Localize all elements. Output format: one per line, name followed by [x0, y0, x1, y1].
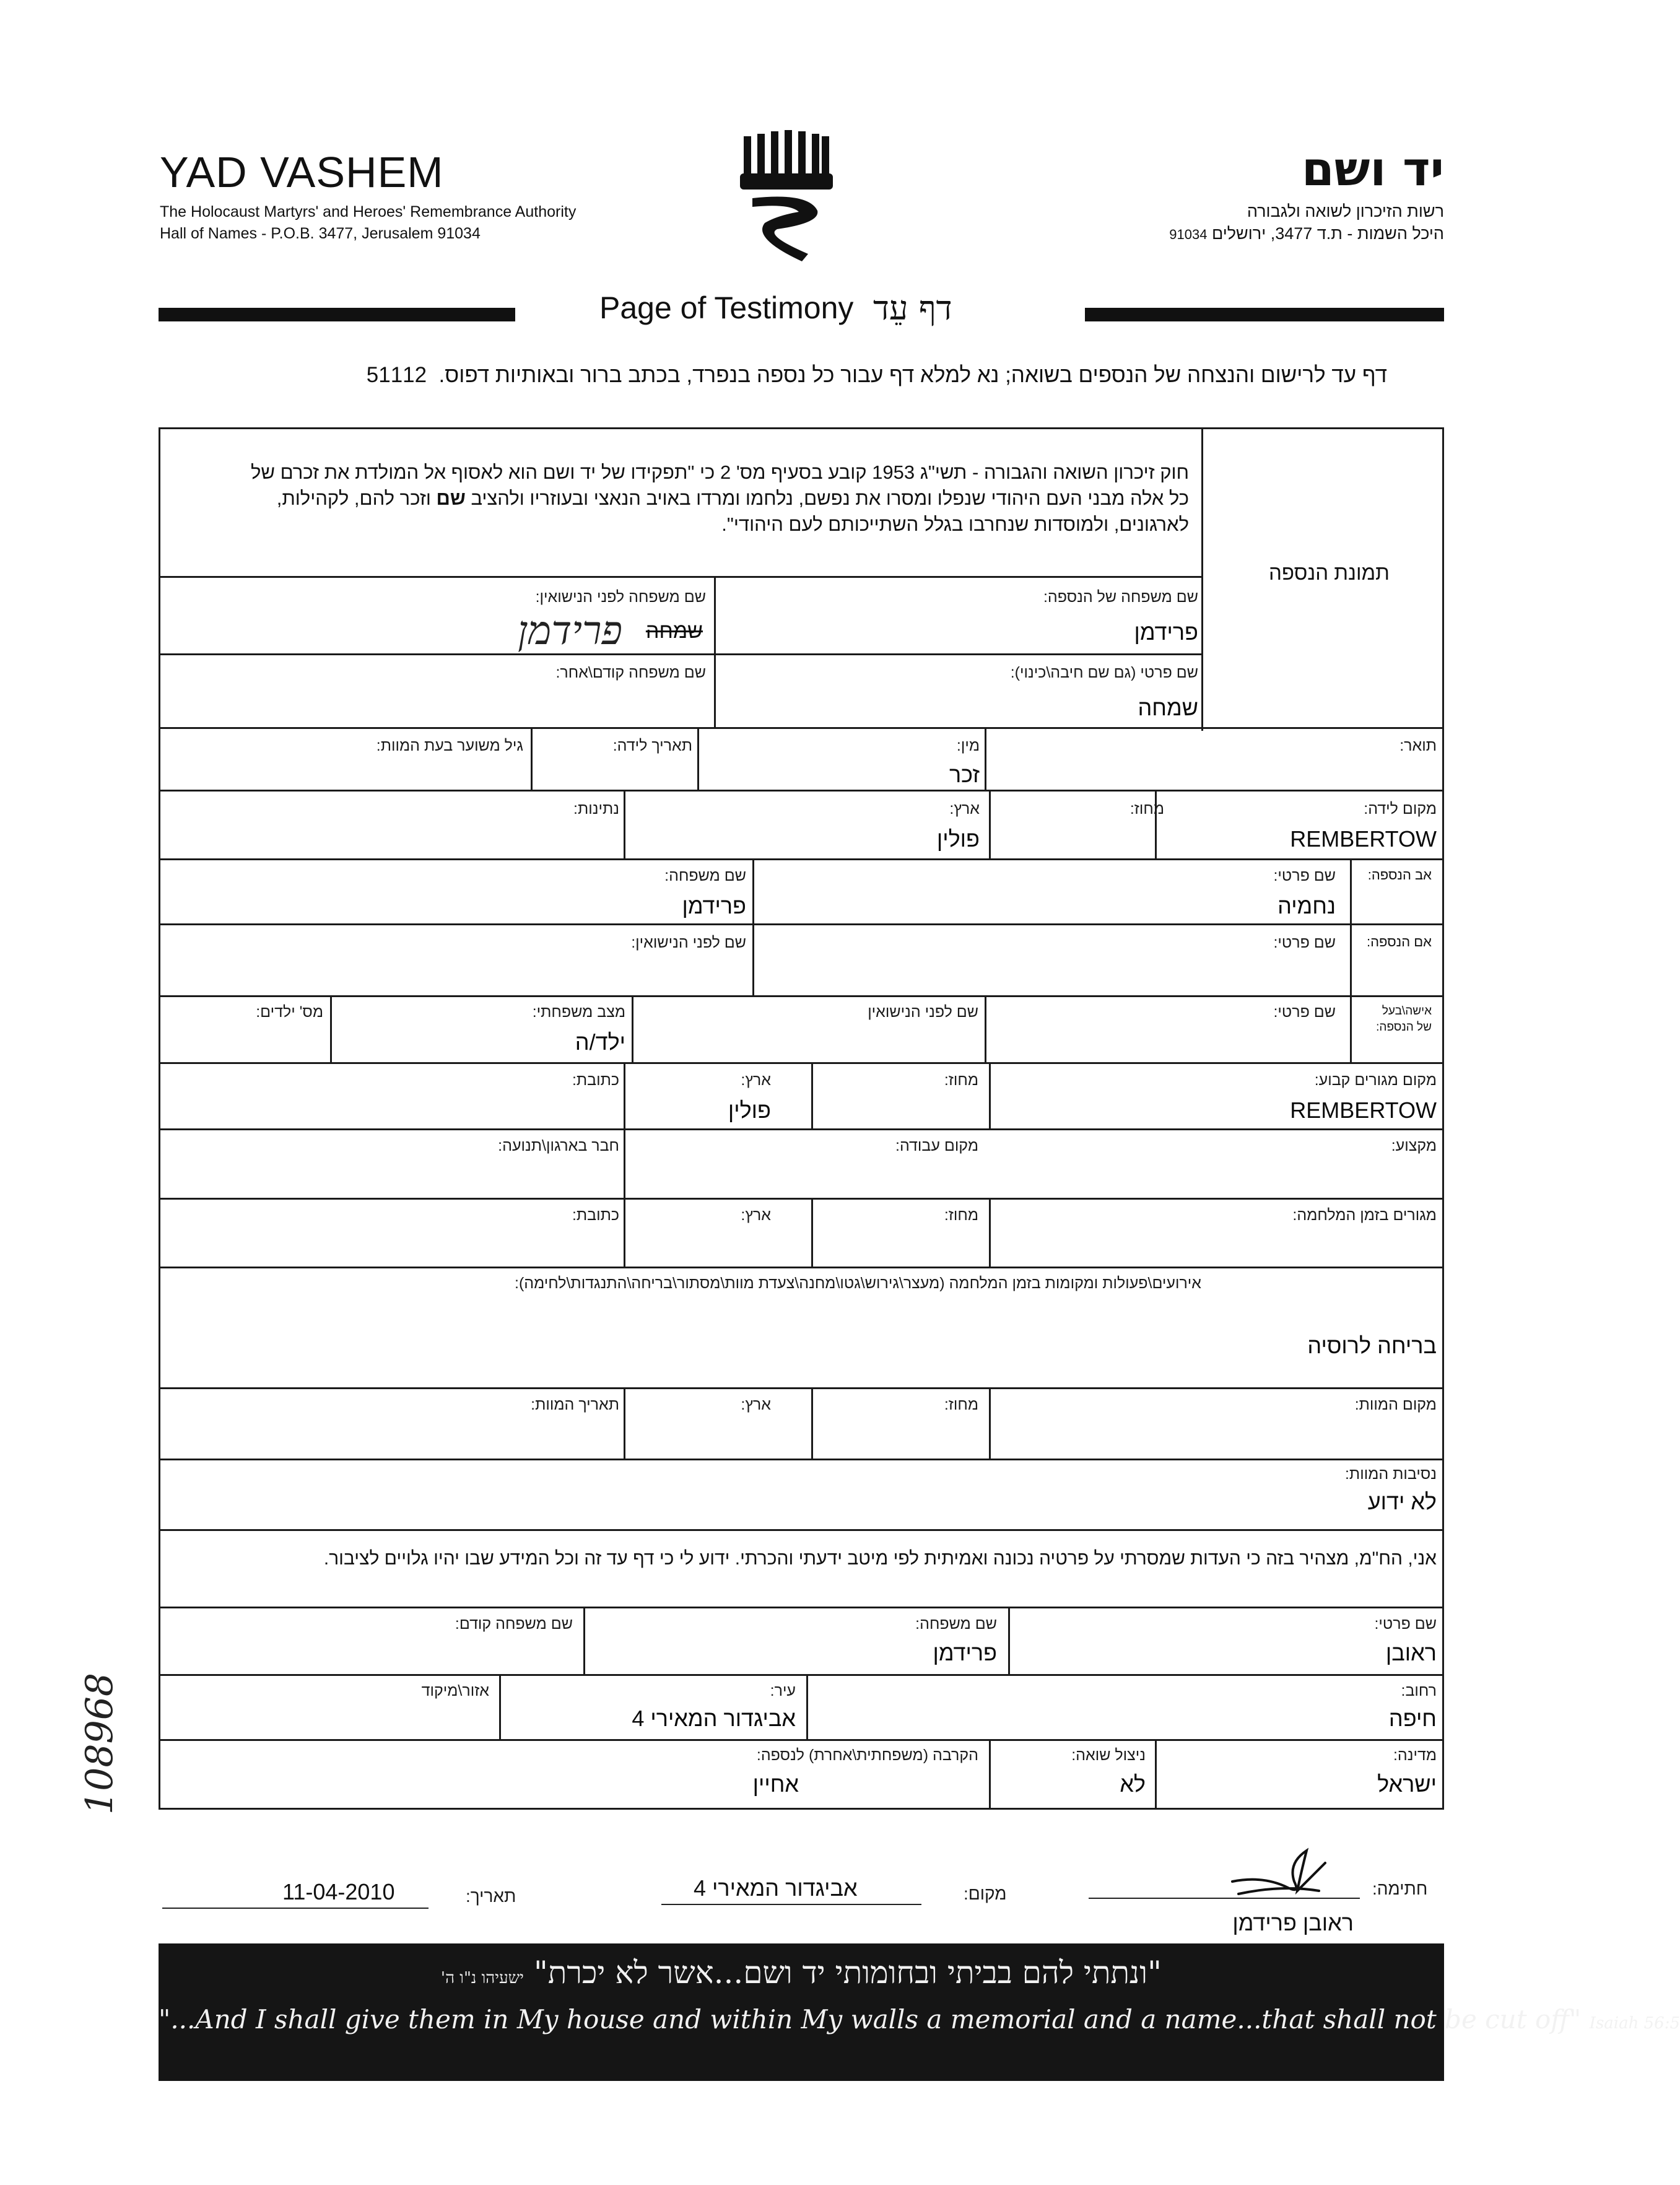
rule-r3	[159, 727, 1444, 729]
archive-number: 108968	[78, 1672, 121, 1815]
spouse-label-line2: של הנספה:	[1376, 1021, 1432, 1034]
law-line-1: חוק זיכרון השואה והגבורה - תשי"ג 1953 קובע בסעיף מס' 2 כי "תפקידו של יד ושם הוא לאסוף אל המולדת את זכרם של	[250, 461, 1189, 483]
instruction: דף עד לרישום והנצחה של הנספים בשואה; נא למלא דף עבור כל נספה בנפרד, בכתב ברור ובאותיות דפוס.	[438, 363, 1387, 387]
date-underline	[162, 1908, 429, 1909]
vr-r7c	[632, 995, 633, 1062]
org-subtitle-he: רשות הזיכרון לשואה ולגבורה	[1247, 202, 1444, 220]
vr-r5b	[752, 858, 754, 995]
law-line-2a: כל אלה מבני העם היהודי שנפלו ומסרו את נפשם, נלחמו ומרדו באויב הנאצי ובעוזריו ולהציב	[465, 487, 1189, 509]
birth-date-label: תאריך לידה:	[612, 737, 692, 754]
children-count-label: מס' ילדים:	[256, 1003, 323, 1021]
instruction-text	[367, 363, 1387, 388]
law-line-2	[173, 486, 1189, 512]
spouse-first-name-label: שם פרטי:	[1273, 1003, 1336, 1021]
death-circumstances-label: נסיבות המוות:	[1344, 1465, 1437, 1483]
submitter-street-label: רחוב:	[1401, 1682, 1437, 1699]
footer-quote-he-line	[159, 1955, 1444, 1991]
signature-underline	[1089, 1898, 1360, 1899]
vr-r4b	[989, 790, 991, 858]
vr-r5a	[1350, 858, 1352, 995]
form-number: 51112	[366, 363, 427, 387]
rule-r6	[159, 923, 1444, 925]
page-title-en: Page of Testimony	[599, 290, 854, 325]
rule-law-bottom	[159, 576, 1203, 578]
footer-quote-en-ref: Isaiah 56:5	[1589, 2014, 1680, 2033]
rule-r12	[159, 1387, 1444, 1389]
law-text	[173, 460, 1189, 538]
profession-label: מקצוע:	[1391, 1137, 1437, 1154]
rule-name-mid	[159, 653, 1203, 655]
victim-maiden-name-handwritten[interactable]: פרידמן	[517, 608, 622, 654]
death-place-label: מקום המוות:	[1354, 1396, 1437, 1413]
vr-r10a	[989, 1198, 991, 1267]
org-address-he-text: היכל השמות - ת.ד 3477, ירושלים	[1211, 224, 1444, 243]
war-residence-label: מגורים בזמן המלחמה:	[1292, 1206, 1437, 1224]
relation-value[interactable]: אחיין	[752, 1771, 799, 1797]
submitter-zip-label: אזור\מיקוד	[421, 1682, 489, 1699]
rule-r9	[159, 1128, 1444, 1130]
death-circumstances-value[interactable]: לא ידוע	[1367, 1489, 1437, 1514]
mother-first-name-label: שם פרטי:	[1273, 934, 1336, 951]
birth-district-label: מחוז:	[1129, 800, 1164, 818]
marital-status-value[interactable]: ילד/ה	[575, 1029, 625, 1055]
birth-country-value[interactable]: פולין	[936, 826, 980, 852]
victim-first-name-label: שם פרטי (גם שם חיבה\כינוי):	[1010, 664, 1198, 681]
submitter-prev-last-name-label: שם משפחה קודם:	[455, 1615, 573, 1633]
place-underline	[661, 1904, 921, 1905]
photo-label: תמונת הנספה	[1269, 561, 1390, 584]
vr-r12b	[811, 1387, 813, 1459]
vr-r4c	[624, 790, 625, 858]
vr-r10b	[811, 1198, 813, 1267]
marital-status-label: מצב משפחתי:	[532, 1003, 625, 1021]
signature-scribble-icon	[1226, 1838, 1338, 1906]
footer-quote-he: "ונתתי להם בביתי ובחומותי יד ושם...אשר לא יכרת"	[533, 1955, 1162, 1991]
submitter-country[interactable]: ישראל	[1377, 1771, 1437, 1797]
footer-banner	[159, 1943, 1680, 2081]
mother-label: אם הנספה:	[1366, 934, 1432, 949]
footer-quote-en: "...And I shall give them in My house and within My walls a memorial and a name...that shall not be cut off"	[159, 2004, 1582, 2035]
gender-label: מין:	[956, 737, 980, 754]
death-district-label: מחוז:	[944, 1396, 978, 1413]
vr-r10c	[624, 1198, 625, 1267]
war-address-label: כתובת:	[572, 1206, 619, 1224]
submitter-last-name-label: שם משפחה:	[915, 1615, 997, 1633]
father-first-name-label: שם פרטי:	[1273, 867, 1336, 884]
title-rule-left	[159, 308, 515, 321]
father-last-name[interactable]: פרידמן	[682, 893, 746, 918]
org-name-en: YAD VASHEM	[160, 148, 444, 196]
rule-r14	[159, 1529, 1444, 1531]
submitter-city-label: עיר:	[770, 1682, 796, 1699]
vr-name	[714, 576, 716, 727]
submitter-country-label: מדינה:	[1393, 1747, 1437, 1764]
spouse-label-line1: אישה\בעל	[1382, 1005, 1432, 1018]
residence-label: מקום מגורים קבוע:	[1314, 1071, 1437, 1089]
events-label: אירועים\פעולות ומקומות בזמן המלחמה (מעצר\גירוש\גטו\מחנה\צעדת מוות\מסתור\בריחה\התנגדות\לחימה):	[515, 1275, 1201, 1292]
war-country-label: ארץ:	[741, 1206, 771, 1224]
rule-r5	[159, 858, 1444, 860]
mother-maiden-name-label: שם לפני הנישואין:	[631, 934, 746, 951]
place-label: מקום:	[964, 1884, 1007, 1903]
declaration-text: אני, הח"מ, מצהיר בזה כי העדות שמסרתי על פרטיה נכונה ואמיתית לפי מיטב ידעתי והכרתי. ידוע לי כי דף עד זה וכל המידע שבו יהיו גלויים לציבור.	[323, 1548, 1437, 1569]
submitter-street[interactable]: חיפה	[1388, 1706, 1437, 1731]
testimony-form-frame	[159, 427, 1444, 1810]
birth-country-label: ארץ:	[949, 800, 980, 818]
residence-district-label: מחוז:	[944, 1071, 978, 1089]
survivor-label: ניצול שואה:	[1071, 1747, 1146, 1764]
rule-r17	[159, 1739, 1444, 1741]
residence-address-label: כתובת:	[572, 1071, 619, 1089]
rule-r13	[159, 1459, 1444, 1460]
rule-r8	[159, 1062, 1444, 1064]
page-title-he: דף עֵד	[873, 289, 952, 328]
signer-name: ראובן פרידמן	[1232, 1910, 1354, 1935]
war-district-label: מחוז:	[944, 1206, 978, 1224]
vr-r3b	[697, 727, 699, 790]
photo-box-divider	[1201, 427, 1203, 731]
spouse-label	[1376, 1003, 1432, 1036]
rule-r11	[159, 1267, 1444, 1268]
vr-r12a	[989, 1387, 991, 1459]
victim-maiden-name-label: שם משפחה לפני הנישואין:	[535, 588, 706, 606]
vr-r7b	[985, 995, 986, 1062]
victim-first-name[interactable]: שמחה	[1138, 695, 1198, 720]
nationality-label: נתינות:	[573, 800, 619, 818]
father-last-name-label: שם משפחה:	[664, 867, 746, 884]
events-value[interactable]: בריחה לרוסיה	[1307, 1333, 1437, 1358]
rule-r10	[159, 1198, 1444, 1200]
victim-prev-last-name-label: שם משפחה קודם\אחר:	[555, 664, 706, 681]
yad-vashem-logo-icon	[740, 130, 833, 273]
submitter-last-name[interactable]: פרידמן	[933, 1640, 997, 1665]
org-address-he	[1169, 224, 1444, 243]
vr-r15b	[583, 1607, 585, 1674]
spouse-maiden-name-label: שם לפני הנישואין	[868, 1003, 978, 1021]
vr-r9	[624, 1128, 625, 1198]
vr-r17b	[989, 1739, 991, 1810]
age-label: גיל משוער בעת המוות:	[376, 737, 523, 754]
survivor-value[interactable]: לא	[1120, 1771, 1146, 1797]
vr-r12c	[624, 1387, 625, 1459]
footer-quote-he-ref: ישעיהו נ"ו ה'	[440, 1969, 524, 1987]
title-rule-right	[1085, 308, 1444, 321]
vr-r8c	[624, 1062, 625, 1128]
signature-label: חתימה:	[1372, 1879, 1428, 1898]
workplace-label: מקום עבודה:	[895, 1137, 978, 1154]
victim-last-name-label: שם משפחה של הנספה:	[1043, 588, 1198, 606]
submitter-city[interactable]: אביגדור המאירי 4	[632, 1706, 796, 1731]
date-label: תאריך:	[466, 1886, 516, 1906]
vr-r16b	[499, 1674, 501, 1739]
org-zip-he: 91034	[1169, 227, 1208, 242]
vr-r7d	[330, 995, 332, 1062]
submitter-first-name[interactable]: ראובן	[1385, 1640, 1437, 1665]
org-name-he: יד ושם	[1301, 141, 1444, 196]
org-member-label: חבר בארגון\תנועה:	[498, 1137, 619, 1154]
birth-place-value[interactable]: REMBERTOW	[1290, 826, 1437, 852]
law-line-2-bold: שם	[436, 487, 466, 509]
father-first-name[interactable]: נחמיה	[1277, 893, 1336, 918]
title-label: תואר:	[1399, 737, 1437, 754]
birth-place-label: מקום לידה:	[1364, 800, 1437, 818]
date-value[interactable]: 11-04-2010	[282, 1879, 395, 1904]
father-label: אב הנספה:	[1367, 867, 1432, 883]
vr-r3c	[531, 727, 533, 790]
victim-last-name[interactable]: פרידמן	[1134, 619, 1198, 645]
org-address-en: Hall of Names - P.O.B. 3477, Jerusalem 91034	[160, 225, 481, 242]
vr-r8b	[811, 1062, 813, 1128]
residence-country-value[interactable]: פולין	[728, 1097, 771, 1123]
law-line-3: לארגונים, ולמוסדות שנחרבו בגלל השתייכותם לעם היהודי".	[721, 513, 1189, 535]
rule-r16	[159, 1674, 1444, 1676]
residence-value[interactable]: REMBERTOW	[1290, 1097, 1437, 1123]
death-date-label: תאריך המוות:	[531, 1396, 619, 1413]
law-line-2b: וזכר להם, לקהילות,	[276, 487, 437, 509]
victim-maiden-name-struck[interactable]: שמחה	[645, 619, 703, 643]
footer-quote-en-line	[159, 2004, 1680, 2035]
submitter-first-name-label: שם פרטי:	[1374, 1615, 1437, 1633]
relation-label: הקרבה (משפחתית\אחרת) לנספה:	[756, 1747, 978, 1764]
vr-r15a	[1008, 1607, 1010, 1674]
gender-value[interactable]: זכר	[949, 762, 980, 787]
vr-r3a	[985, 727, 986, 790]
vr-r17a	[1155, 1739, 1157, 1810]
death-country-label: ארץ:	[741, 1396, 771, 1413]
residence-country-label: ארץ:	[741, 1071, 771, 1089]
rule-r7	[159, 995, 1444, 997]
vr-r7a	[1350, 995, 1352, 1062]
org-subtitle-en: The Holocaust Martyrs' and Heroes' Remembrance Authority	[160, 203, 577, 220]
rule-r4	[159, 790, 1444, 792]
rule-r15	[159, 1607, 1444, 1608]
place-value[interactable]: אביגדור המאירי 4	[694, 1875, 858, 1901]
vr-r8a	[989, 1062, 991, 1128]
vr-r16a	[806, 1674, 808, 1739]
